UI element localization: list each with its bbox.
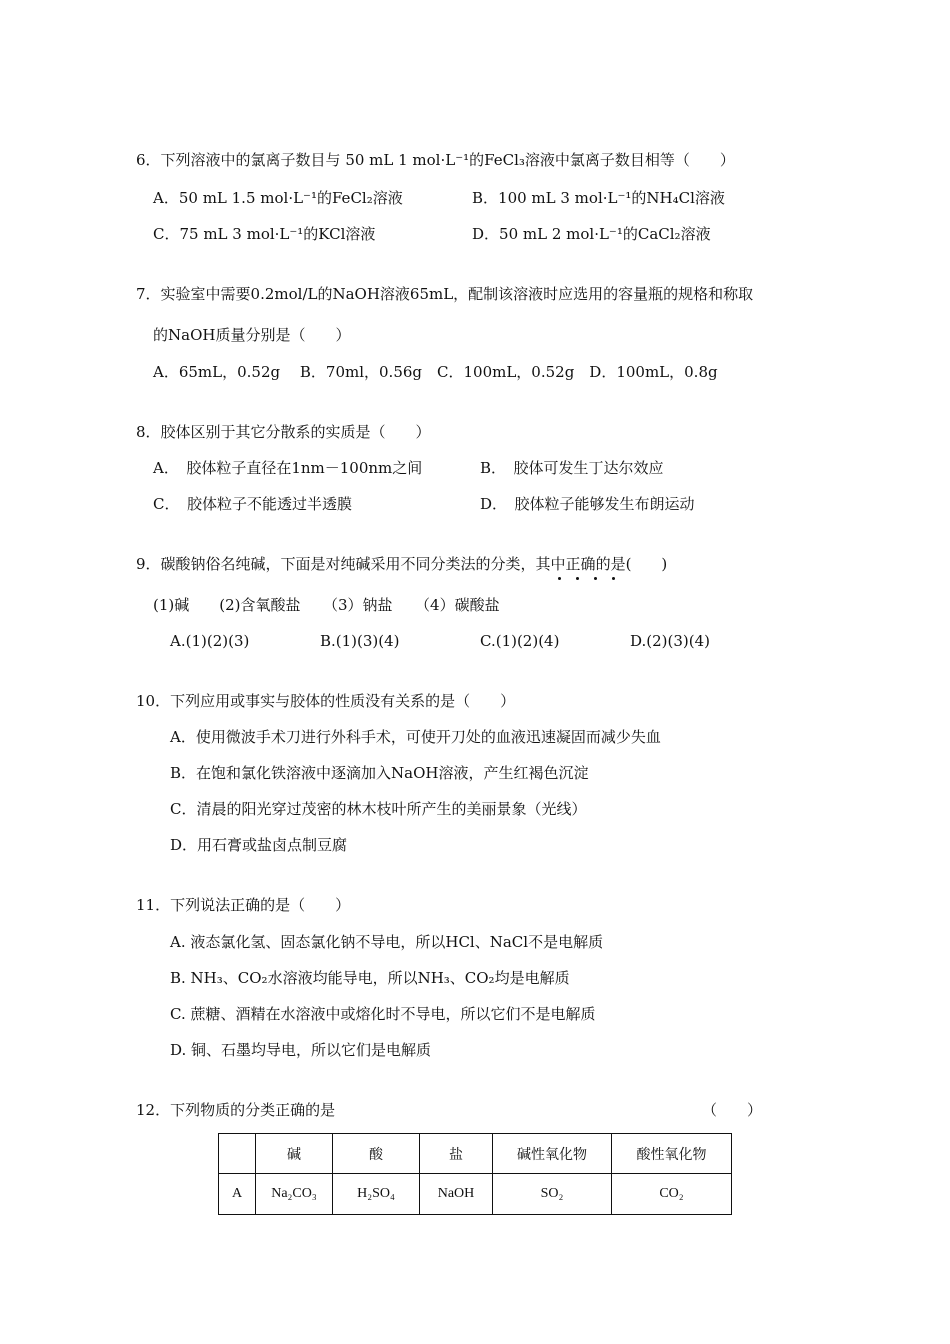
q9-stem: [136, 554, 667, 574]
table-header-cell: 碱: [256, 1134, 333, 1174]
classification-table: [218, 1133, 732, 1215]
q8-stem: 8．胶体区别于其它分散系的实质是（ ）: [136, 423, 431, 441]
q6-option-c: C．75 mL 3 mol·L⁻¹的KCl溶液: [153, 225, 376, 243]
table-row: [219, 1174, 732, 1215]
q10-option-a: A．使用微波手术刀进行外科手术，可使开刀处的血液迅速凝固而减少失血: [170, 728, 661, 746]
q6-option-a: A．50 mL 1.5 mol·L⁻¹的FeCl₂溶液: [153, 189, 403, 207]
q8-option-b: B． 胶体可发生丁达尔效应: [480, 459, 664, 477]
q8-option-c: C． 胶体粒子不能透过半透膜: [153, 495, 352, 513]
q9-option-b: B.(1)(3)(4): [320, 632, 400, 650]
table-header-cell: 酸性氧化物: [612, 1134, 732, 1174]
q10-option-d: D．用石膏或盐卤点制豆腐: [170, 836, 348, 854]
q6-stem: 6．下列溶液中的氯离子数目与 50 mL 1 mol·L⁻¹的FeCl₃溶液中氯离子数目相等（ ）: [136, 151, 735, 169]
table-header-row: [219, 1134, 732, 1174]
q6-option-d: D．50 mL 2 mol·L⁻¹的CaCl₂溶液: [472, 225, 711, 243]
q9-items: (1)碱 (2)含氧酸盐 （3）钠盐 （4）碳酸盐: [153, 596, 500, 614]
q11-option-a: A. 液态氯化氢、固态氯化钠不导电，所以HCl、NaCl不是电解质: [170, 933, 604, 951]
table-cell: NaOH: [420, 1174, 493, 1215]
q9-option-d: D.(2)(3)(4): [630, 632, 711, 650]
q9-option-a: A.(1)(2)(3): [170, 632, 250, 650]
q9-emphasis-text: 其中正确: [535, 555, 596, 573]
q12-stem: 12．下列物质的分类正确的是: [136, 1101, 336, 1119]
emphasis-dot: [594, 577, 597, 580]
q10-option-c: C．清晨的阳光穿过茂密的林木枝叶所产生的美丽景象（光线）: [170, 800, 587, 818]
emphasis-dot: [612, 577, 615, 580]
q11-option-c: C. 蔗糖、酒精在水溶液中或熔化时不导电，所以它们不是电解质: [170, 1005, 596, 1023]
q9-stem-prefix: 9．碳酸钠俗名纯碱，下面是对纯碱采用不同分类法的分类，: [136, 555, 536, 573]
table-header-cell: 酸: [333, 1134, 420, 1174]
q7-options: A．65mL，0.52g B．70ml，0.56g C．100mL，0.52g D．100mL，0.8g: [153, 363, 718, 381]
table-header-cell: [219, 1134, 256, 1174]
q9-stem-suffix: 的是( ): [595, 555, 668, 573]
q8-option-a: A． 胶体粒子直径在1nm－100nm之间: [153, 459, 423, 477]
table-cell: Na₂CO₃: [256, 1174, 333, 1215]
q10-stem: 10．下列应用或事实与胶体的性质没有关系的是（ ）: [136, 692, 516, 710]
table-header-cell: 碱性氧化物: [493, 1134, 612, 1174]
q9-stem-emphasis: [536, 555, 596, 573]
q11-stem: 11．下列说法正确的是（ ）: [136, 896, 351, 914]
q6-option-b: B．100 mL 3 mol·L⁻¹的NH₄Cl溶液: [472, 189, 725, 207]
table-cell: CO₂: [612, 1174, 732, 1215]
q10-option-b: B．在饱和氯化铁溶液中逐滴加入NaOH溶液，产生红褐色沉淀: [170, 764, 589, 782]
table-header-cell: 盐: [420, 1134, 493, 1174]
q12-answer-blank: （ ）: [702, 1101, 763, 1119]
emphasis-dot: [576, 577, 579, 580]
q11-option-d: D. 铜、石墨均导电，所以它们是电解质: [170, 1041, 432, 1059]
q7-stem-line2: 的NaOH质量分别是（ ）: [153, 326, 351, 344]
q8-option-d: D． 胶体粒子能够发生布朗运动: [480, 495, 695, 513]
table-cell: H₂SO₄: [333, 1174, 420, 1215]
table-cell: A: [219, 1174, 256, 1215]
emphasis-dot: [558, 577, 561, 580]
q9-option-c: C.(1)(2)(4): [480, 632, 560, 650]
q7-stem-line1: 7．实验室中需要0.2mol/L的NaOH溶液65mL，配制该溶液时应选用的容量瓶的规格和称取: [136, 285, 754, 303]
table-cell: SO₂: [493, 1174, 612, 1215]
q11-option-b: B. NH₃、CO₂水溶液均能导电，所以NH₃、CO₂均是电解质: [170, 969, 570, 987]
